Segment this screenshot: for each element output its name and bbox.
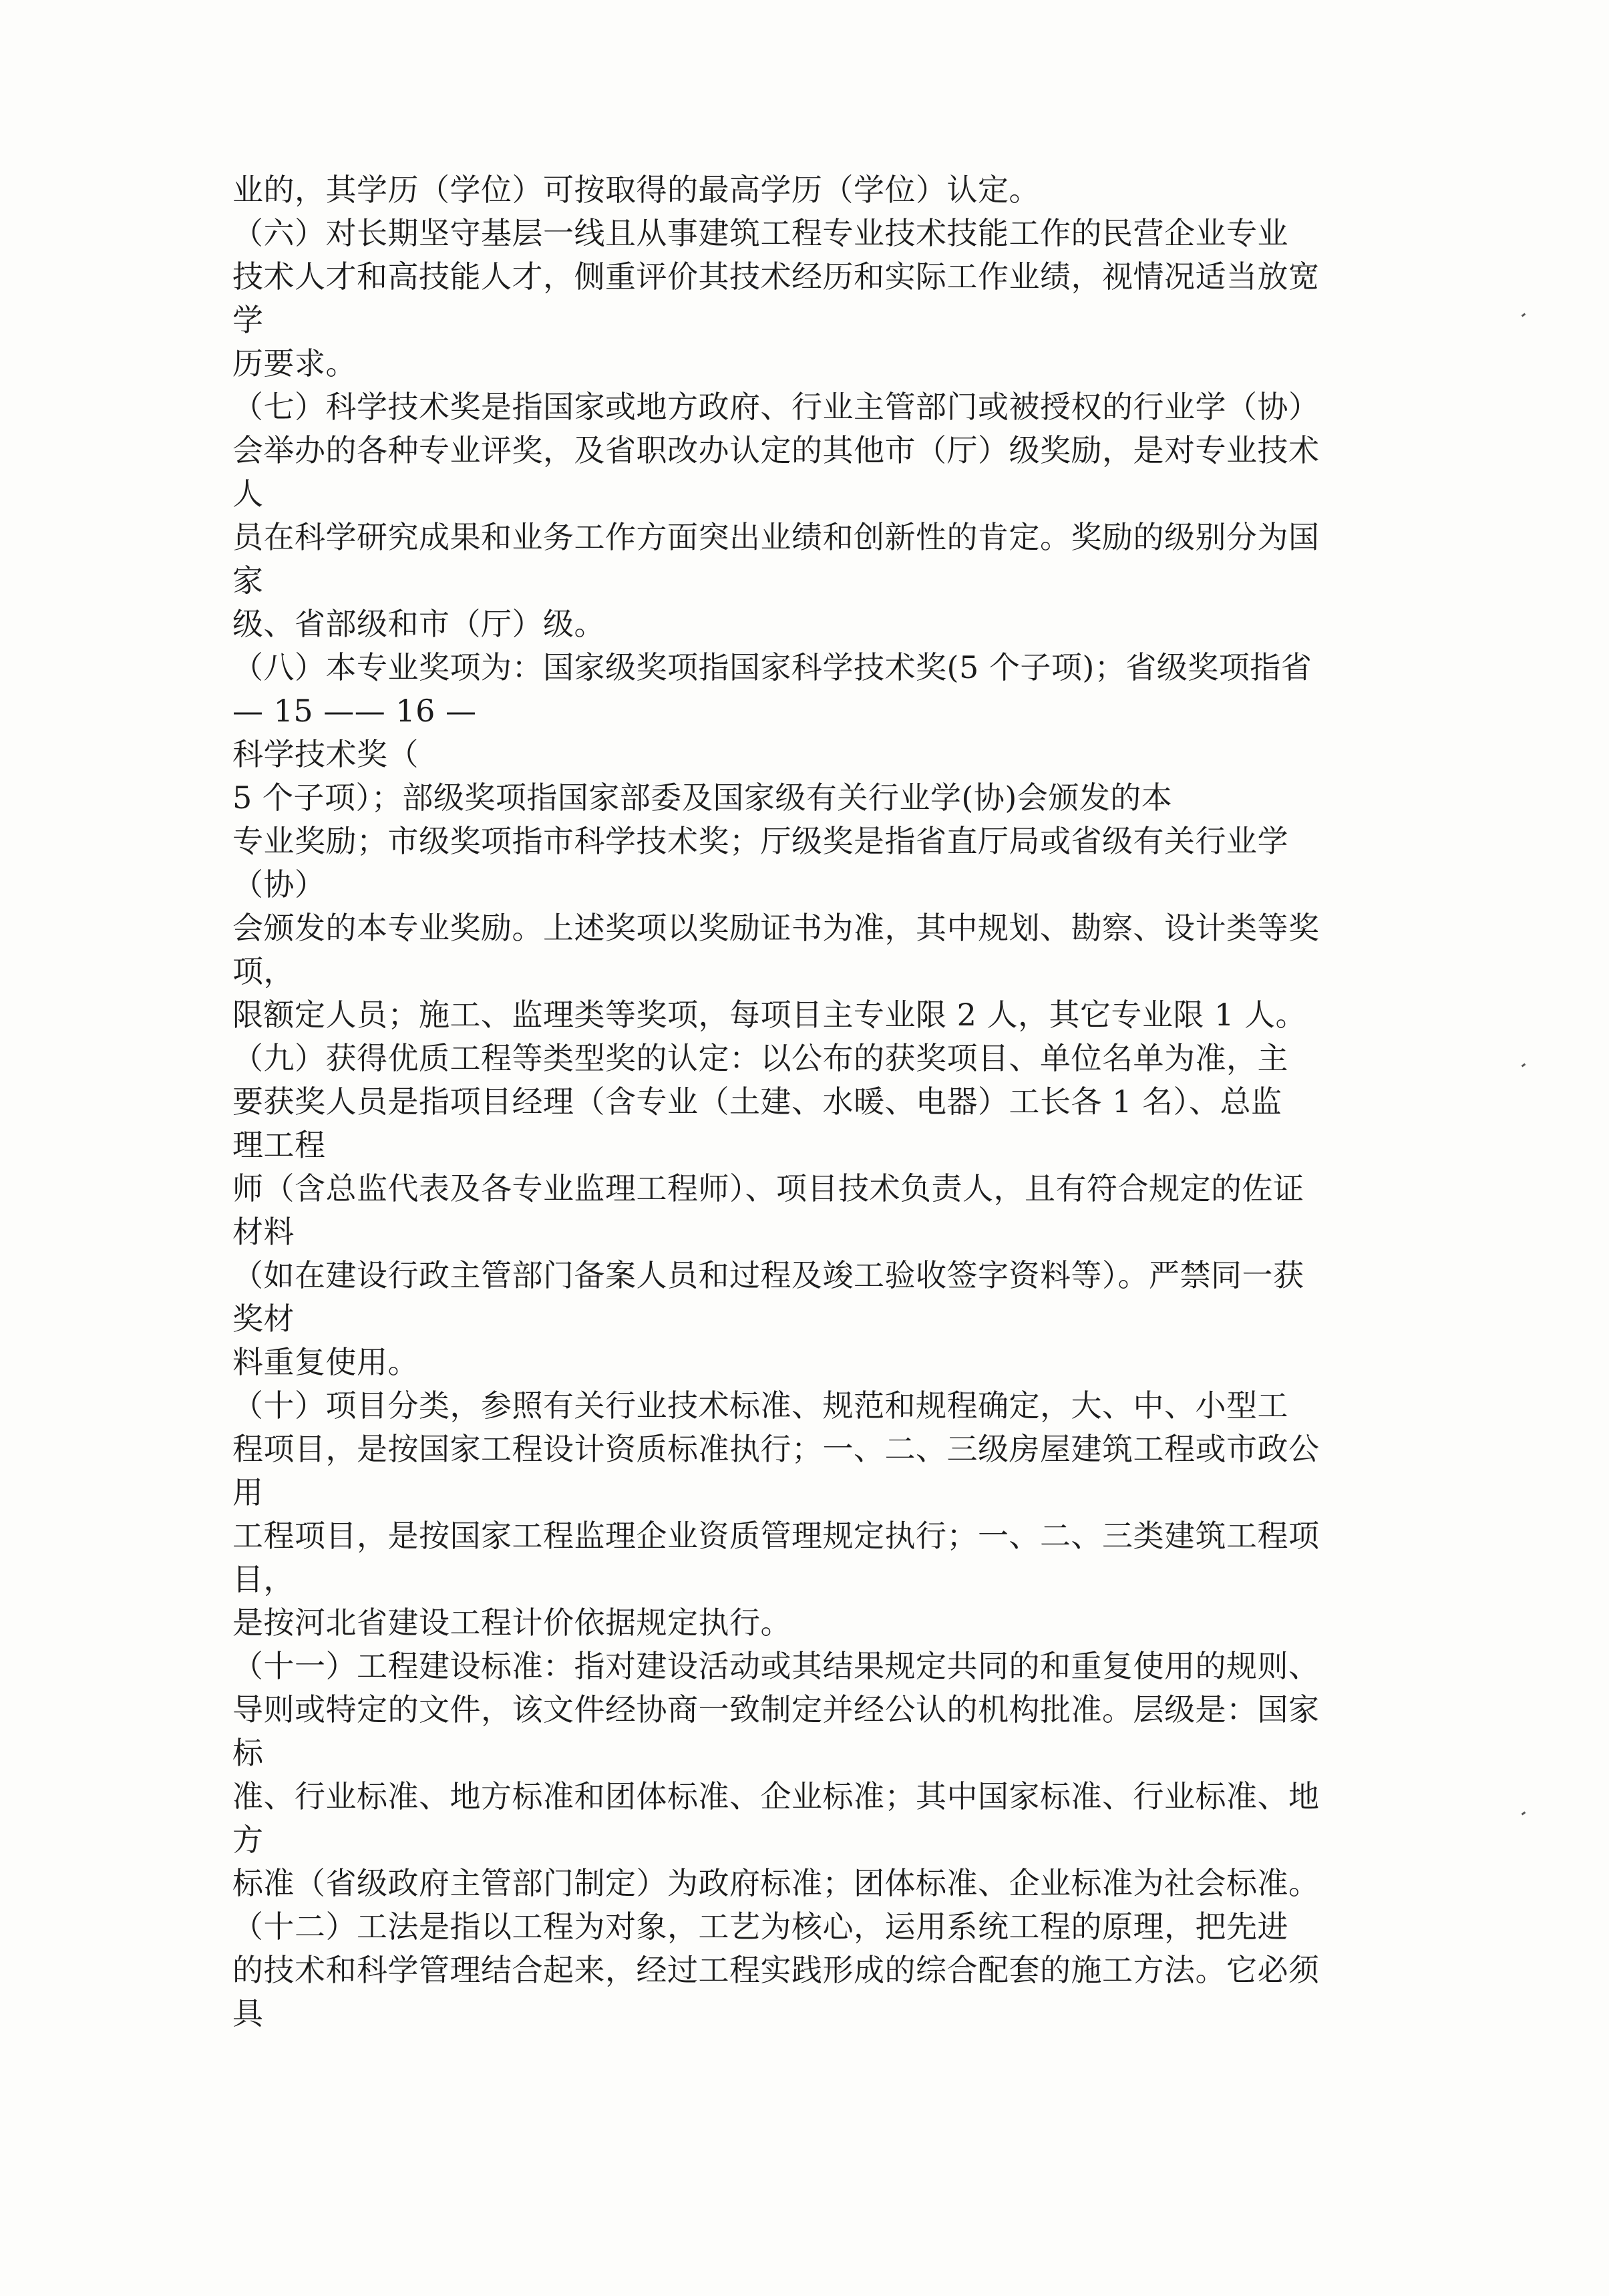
text-line: 用 — [232, 1474, 264, 1510]
text-line: （十）项目分类，参照有关行业技术标准、规范和规程确定，大、中、小型工 — [232, 1387, 1288, 1424]
text-line: 标准（省级政府主管部门制定）为政府标准；团体标准、企业标准为社会标准。 — [232, 1865, 1320, 1901]
text-line: （十二）工法是指以工程为对象，工艺为核心，运用系统工程的原理，把先进 — [232, 1909, 1288, 1945]
text-line: （十一）工程建设标准：指对建设活动或其结果规定共同的和重复使用的规则、 — [232, 1648, 1320, 1684]
text-line: 工程项目，是按国家工程监理企业资质管理规定执行；一、二、三类建筑工程项 — [232, 1518, 1320, 1554]
text-line: 目， — [232, 1561, 295, 1597]
text-line: 是按河北省建设工程计价依据规定执行。 — [232, 1605, 791, 1641]
text-line: 人 — [232, 476, 264, 512]
text-line: 材料 — [232, 1214, 295, 1250]
text-line: 方 — [232, 1822, 264, 1858]
text-line: 标 — [232, 1735, 264, 1771]
text-line: 导则或特定的文件，该文件经协商一致制定并经公认的机构批准。层级是：国家 — [232, 1691, 1320, 1728]
text-line: 料重复使用。 — [232, 1344, 419, 1380]
text-line: 科学技术奖（ — [232, 736, 419, 772]
text-line: （八）本专业奖项为：国家级奖项指国家科学技术奖(5 个子项)；省级奖项指省 — [232, 649, 1312, 685]
text-line: 历要求。 — [232, 345, 357, 381]
text-line: 员在科学研究成果和业务工作方面突出业绩和创新性的肯定。奖励的级别分为国 — [232, 519, 1320, 555]
document-body — [232, 168, 1395, 2035]
text-line: 会举办的各种专业评奖，及省职改办认定的其他市（厅）级奖励，是对专业技术 — [232, 432, 1320, 468]
text-line: （七）科学技术奖是指国家或地方政府、行业主管部门或被授权的行业学（协） — [232, 389, 1320, 425]
text-line: 专业奖励；市级奖项指市科学技术奖；厅级奖是指省直厅局或省级有关行业学 — [232, 823, 1288, 859]
text-line: 家 — [232, 562, 264, 599]
text-line: 师（含总监代表及各专业监理工程师）、项目技术负责人，且有符合规定的佐证 — [232, 1170, 1304, 1206]
text-line: （九）获得优质工程等类型奖的认定：以公布的获奖项目、单位名单为准，主 — [232, 1040, 1288, 1076]
text-line: — 15 —— 16 — — [232, 693, 477, 729]
text-line: 学 — [232, 302, 264, 338]
scan-mark — [1522, 313, 1526, 317]
text-line: 业的，其学历（学位）可按取得的最高学历（学位）认定。 — [232, 172, 1040, 208]
text-line: 会颁发的本专业奖励。上述奖项以奖励证书为准，其中规划、勘察、设计类等奖 — [232, 910, 1320, 946]
text-line: （六）对长期坚守基层一线且从事建筑工程专业技术技能工作的民营企业专业 — [232, 215, 1288, 251]
text-line: 5 个子项）；部级奖项指国家部委及国家级有关行业学(协)会颁发的本 — [232, 780, 1173, 816]
text-line: 奖材 — [232, 1301, 295, 1337]
text-line: （协） — [232, 866, 326, 903]
text-line: 项， — [232, 953, 295, 989]
scan-mark — [1522, 1063, 1526, 1068]
text-line: 要获奖人员是指项目经理（含专业（土建、水暖、电器）工长各 1 名）、总监 — [232, 1084, 1282, 1120]
text-line: 限额定人员；施工、监理类等奖项，每项目主专业限 2 人，其它专业限 1 人。 — [232, 997, 1307, 1033]
text-line: 程项目，是按国家工程设计资质标准执行；一、二、三级房屋建筑工程或市政公 — [232, 1431, 1320, 1467]
scan-mark — [1522, 1812, 1526, 1816]
text-line: 级、省部级和市（厅）级。 — [232, 606, 605, 642]
text-line: 准、行业标准、地方标准和团体标准、企业标准；其中国家标准、行业标准、地 — [232, 1778, 1320, 1814]
text-line: 理工程 — [232, 1127, 326, 1163]
text-line: （如在建设行政主管部门备案人员和过程及竣工验收签字资料等）。严禁同一获 — [232, 1257, 1304, 1293]
text-line: 的技术和科学管理结合起来，经过工程实践形成的综合配套的施工方法。它必须 — [232, 1952, 1320, 1988]
text-line: 技术人才和高技能人才，侧重评价其技术经历和实际工作业绩，视情况适当放宽 — [232, 259, 1320, 295]
text-line: 具 — [232, 1995, 264, 2031]
